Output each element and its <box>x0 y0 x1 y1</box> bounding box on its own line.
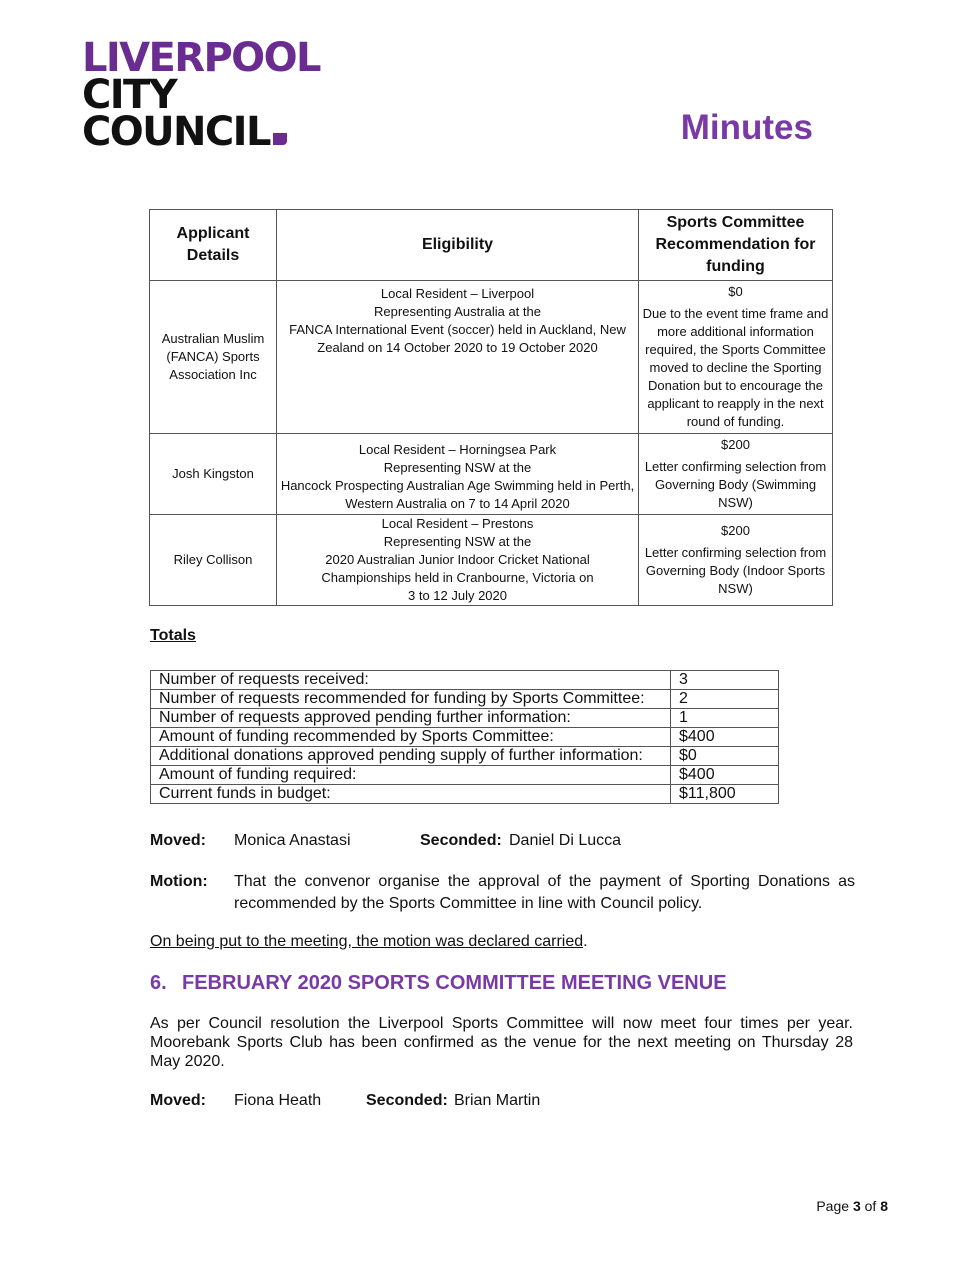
header-eligibility: Eligibility <box>277 210 639 281</box>
recommendation-amount: $200 <box>721 437 750 452</box>
page-title: Minutes <box>680 108 813 147</box>
carried-statement <box>150 933 588 951</box>
page-number <box>816 1198 888 1214</box>
logo-line-1: LIVERPOOL <box>82 35 320 81</box>
motion-text: That the convenor organise the approval of the payment of Sporting Donations as recommended by the Sports Committee in line with Council policy. <box>234 873 855 912</box>
logo-dot-icon <box>273 133 287 145</box>
seconded-label: Seconded: <box>420 832 502 849</box>
logo-line-3-text: COUNCIL <box>82 109 270 155</box>
table-row <box>150 281 833 434</box>
totals-value: $400 <box>671 766 779 785</box>
council-logo <box>82 35 320 155</box>
totals-label: Number of requests received: <box>151 671 671 690</box>
recommendation-note: Letter confirming selection from Governing Body (Swimming NSW) <box>644 459 827 510</box>
totals-value: $11,800 <box>671 785 779 804</box>
eligibility-cell <box>277 281 639 434</box>
eligibility-line: Local Resident – Horningsea Park <box>358 442 557 457</box>
section-paragraph: As per Council resolution the Liverpool Sports Committee will now meet four times per year. Moorebank Sports Club has been confirmed as the venue for the next meeting on Thursday 28 May 2020. <box>150 1015 853 1070</box>
eligibility-line: Representing NSW at the <box>383 534 532 549</box>
seconded-name: Daniel Di Lucca <box>509 832 622 849</box>
header-recommendation: Sports Committee Recommendation for funding <box>639 210 833 281</box>
totals-value: $400 <box>671 728 779 747</box>
logo-line-3 <box>82 109 320 155</box>
totals-label: Number of requests recommended for funding by Sports Committee: <box>151 690 671 709</box>
motion-label: Motion: <box>150 873 208 890</box>
recommendation-amount: $200 <box>721 523 750 538</box>
recommendation-cell <box>639 281 833 434</box>
section-number: 6. <box>150 972 167 994</box>
table-header-row <box>150 210 833 281</box>
seconded-name-2: Brian Martin <box>454 1092 541 1109</box>
recommendation-amount: $0 <box>728 284 743 299</box>
carried-end: . <box>583 933 588 950</box>
eligibility-line: Representing Australia at the <box>374 304 541 319</box>
totals-row <box>151 690 779 709</box>
recommendation-note: Letter confirming selection from Governing Body (Indoor Sports NSW) <box>644 545 827 596</box>
moved-name-2: Fiona Heath <box>234 1092 322 1109</box>
applicant-cell: Josh Kingston <box>150 434 277 515</box>
eligibility-line: Local Resident – Liverpool <box>380 286 535 301</box>
eligibility-line: Hancock Prospecting Australian Age Swimming held in Perth, Western Australia on 7 to 14 April 2020 <box>280 478 635 511</box>
eligibility-line: FANCA International Event (soccer) held in Auckland, New Zealand on 14 October 2020 to 19 October 2020 <box>289 322 626 355</box>
eligibility-line: Representing NSW at the <box>383 460 532 475</box>
eligibility-cell <box>277 515 639 606</box>
totals-label: Amount of funding recommended by Sports Committee: <box>151 728 671 747</box>
section-title: FEBRUARY 2020 SPORTS COMMITTEE MEETING VENUE <box>182 972 727 994</box>
totals-label: Number of requests approved pending further information: <box>151 709 671 728</box>
totals-value: $0 <box>671 747 779 766</box>
totals-row <box>151 728 779 747</box>
totals-value: 1 <box>671 709 779 728</box>
section-heading <box>150 972 727 995</box>
totals-row <box>151 671 779 690</box>
totals-label: Amount of funding required: <box>151 766 671 785</box>
recommendation-cell <box>639 434 833 515</box>
totals-label: Current funds in budget: <box>151 785 671 804</box>
carried-text: On being put to the meeting, the motion was declared carried <box>150 933 584 950</box>
totals-value: 3 <box>671 671 779 690</box>
moved-name: Monica Anastasi <box>234 832 351 849</box>
recommendation-cell <box>639 515 833 606</box>
table-row <box>150 515 833 606</box>
header-applicant: Applicant Details <box>150 210 277 281</box>
totals-label: Additional donations approved pending supply of further information: <box>151 747 671 766</box>
moved-label-2: Moved: <box>150 1092 206 1109</box>
page-total: 8 <box>880 1198 888 1214</box>
donations-table <box>149 209 833 606</box>
logo-line-2: CITY <box>82 72 177 118</box>
totals-row <box>151 747 779 766</box>
eligibility-line: Local Resident – Prestons <box>381 516 534 531</box>
page-word: Page <box>816 1198 850 1214</box>
table-row <box>150 434 833 515</box>
recommendation-note: Due to the event time frame and more additional information required, the Sports Committee moved to decline the Sporting Donation but to encourage the applicant to reapply in the next round of funding. <box>642 306 829 429</box>
applicant-cell: Australian Muslim (FANCA) Sports Association Inc <box>150 281 277 434</box>
totals-row <box>151 709 779 728</box>
eligibility-cell <box>277 434 639 515</box>
totals-row <box>151 766 779 785</box>
moved-label: Moved: <box>150 832 206 849</box>
page-of: of <box>864 1198 877 1214</box>
eligibility-line: 3 to 12 July 2020 <box>407 588 508 603</box>
seconded-label-2: Seconded: <box>366 1092 448 1109</box>
totals-row <box>151 785 779 804</box>
page-current: 3 <box>852 1198 861 1214</box>
totals-table <box>150 670 779 804</box>
totals-value: 2 <box>671 690 779 709</box>
applicant-cell: Riley Collison <box>150 515 277 606</box>
eligibility-line: 2020 Australian Junior Indoor Cricket National Championships held in Cranbourne, Victoria on <box>321 552 594 585</box>
totals-heading: Totals <box>150 627 196 644</box>
